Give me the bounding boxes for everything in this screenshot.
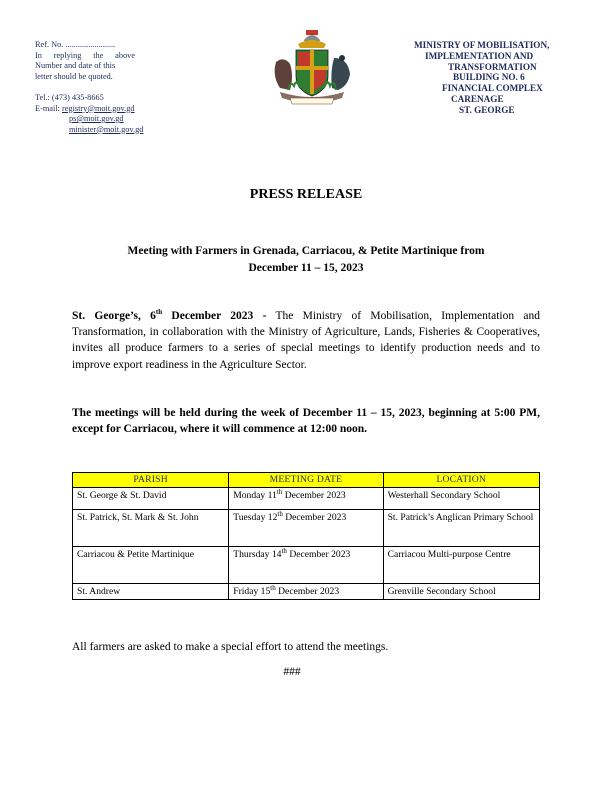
ministry-address xyxy=(400,40,590,116)
body-paragraph-intro xyxy=(72,308,540,373)
ministry-line: ST. GEORGE xyxy=(459,104,515,115)
subtitle-line: December 11 – 15, 2023 xyxy=(248,262,364,274)
ref-number-line: Ref. No. ........................ xyxy=(35,40,116,49)
date-cell: Monday 11th December 2023 xyxy=(229,488,383,510)
column-header-location: LOCATION xyxy=(383,473,539,488)
contact-block xyxy=(35,93,143,135)
table-row xyxy=(73,488,540,510)
ministry-line: TRANSFORMATION xyxy=(448,61,537,72)
parish-cell: St. Andrew xyxy=(73,584,229,600)
ref-note-line: Number and date of this xyxy=(35,61,116,70)
ministry-line: IMPLEMENTATION AND xyxy=(425,50,534,61)
ministry-line: MINISTRY OF MOBILISATION, xyxy=(414,40,550,50)
ministry-line: FINANCIAL COMPLEX xyxy=(442,83,543,94)
subtitle-line: Meeting with Farmers in Grenada, Carriacou, & Petite Martinique from xyxy=(127,245,485,257)
location-cell: Westerhall Secondary School xyxy=(383,488,539,510)
table-row xyxy=(73,547,540,584)
press-release-subtitle xyxy=(72,243,540,277)
parish-cell: St. George & St. David xyxy=(73,488,229,510)
end-mark: ### xyxy=(283,666,301,678)
body-paragraph-schedule: The meetings will be held during the week of December 11 – 15, 2023, beginning at 5:00 PM, except for Carriacou, where it will commence at 12:00 noon. xyxy=(72,407,540,436)
reference-note xyxy=(35,40,135,82)
column-header-meeting-date: MEETING DATE xyxy=(229,473,383,488)
email-link-minister[interactable]: minister@moit.gov.gd xyxy=(69,124,144,134)
ministry-line: CARENAGE xyxy=(451,93,504,104)
intro-text: The Ministry of Mobilisation, Implementation and Transformation, in collaboration with the Ministry of Agriculture, Lands, Fisheries & Cooperatives, invites all produce farmers to a series of special meetings to identify production needs and to improve export readiness in the Agriculture Sector. xyxy=(72,310,540,371)
table-header-row xyxy=(73,473,540,488)
date-cell: Thursday 14th December 2023 xyxy=(229,547,383,584)
ministry-line: BUILDING NO. 6 xyxy=(453,72,525,83)
date-cell: Friday 15th December 2023 xyxy=(229,584,383,600)
ref-note-line: In replying the above xyxy=(35,50,135,60)
ref-note-line: letter should be quoted. xyxy=(35,71,113,81)
grenada-coat-of-arms-icon xyxy=(268,28,356,108)
email-link-ps[interactable]: ps@moit.gov.gd xyxy=(69,114,124,123)
closing-sentence: All farmers are asked to make a special effort to attend the meetings. xyxy=(72,641,389,653)
column-header-parish: PARISH xyxy=(73,473,229,488)
location-cell: Grenville Secondary School xyxy=(383,584,539,600)
location-cell: Carriacou Multi-purpose Centre xyxy=(383,547,539,584)
location-cell: St. Patrick’s Anglican Primary School xyxy=(383,510,539,547)
document-title: PRESS RELEASE xyxy=(249,187,363,202)
parish-cell: Carriacou & Petite Martinique xyxy=(73,547,229,584)
dateline: St. George’s, 6th December 2023 - xyxy=(72,308,267,322)
parish-cell: St. Patrick, St. Mark & St. John xyxy=(73,510,229,547)
meeting-schedule-table xyxy=(72,472,540,600)
email-link-registry[interactable]: registry@moit.gov.gd xyxy=(61,103,135,113)
email-label: E-mail: xyxy=(35,103,60,113)
telephone: Tel.: (473) 435-8665 xyxy=(35,93,104,102)
table-row xyxy=(73,584,540,600)
date-cell: Tuesday 12th December 2023 xyxy=(229,510,383,547)
table-row xyxy=(73,510,540,547)
